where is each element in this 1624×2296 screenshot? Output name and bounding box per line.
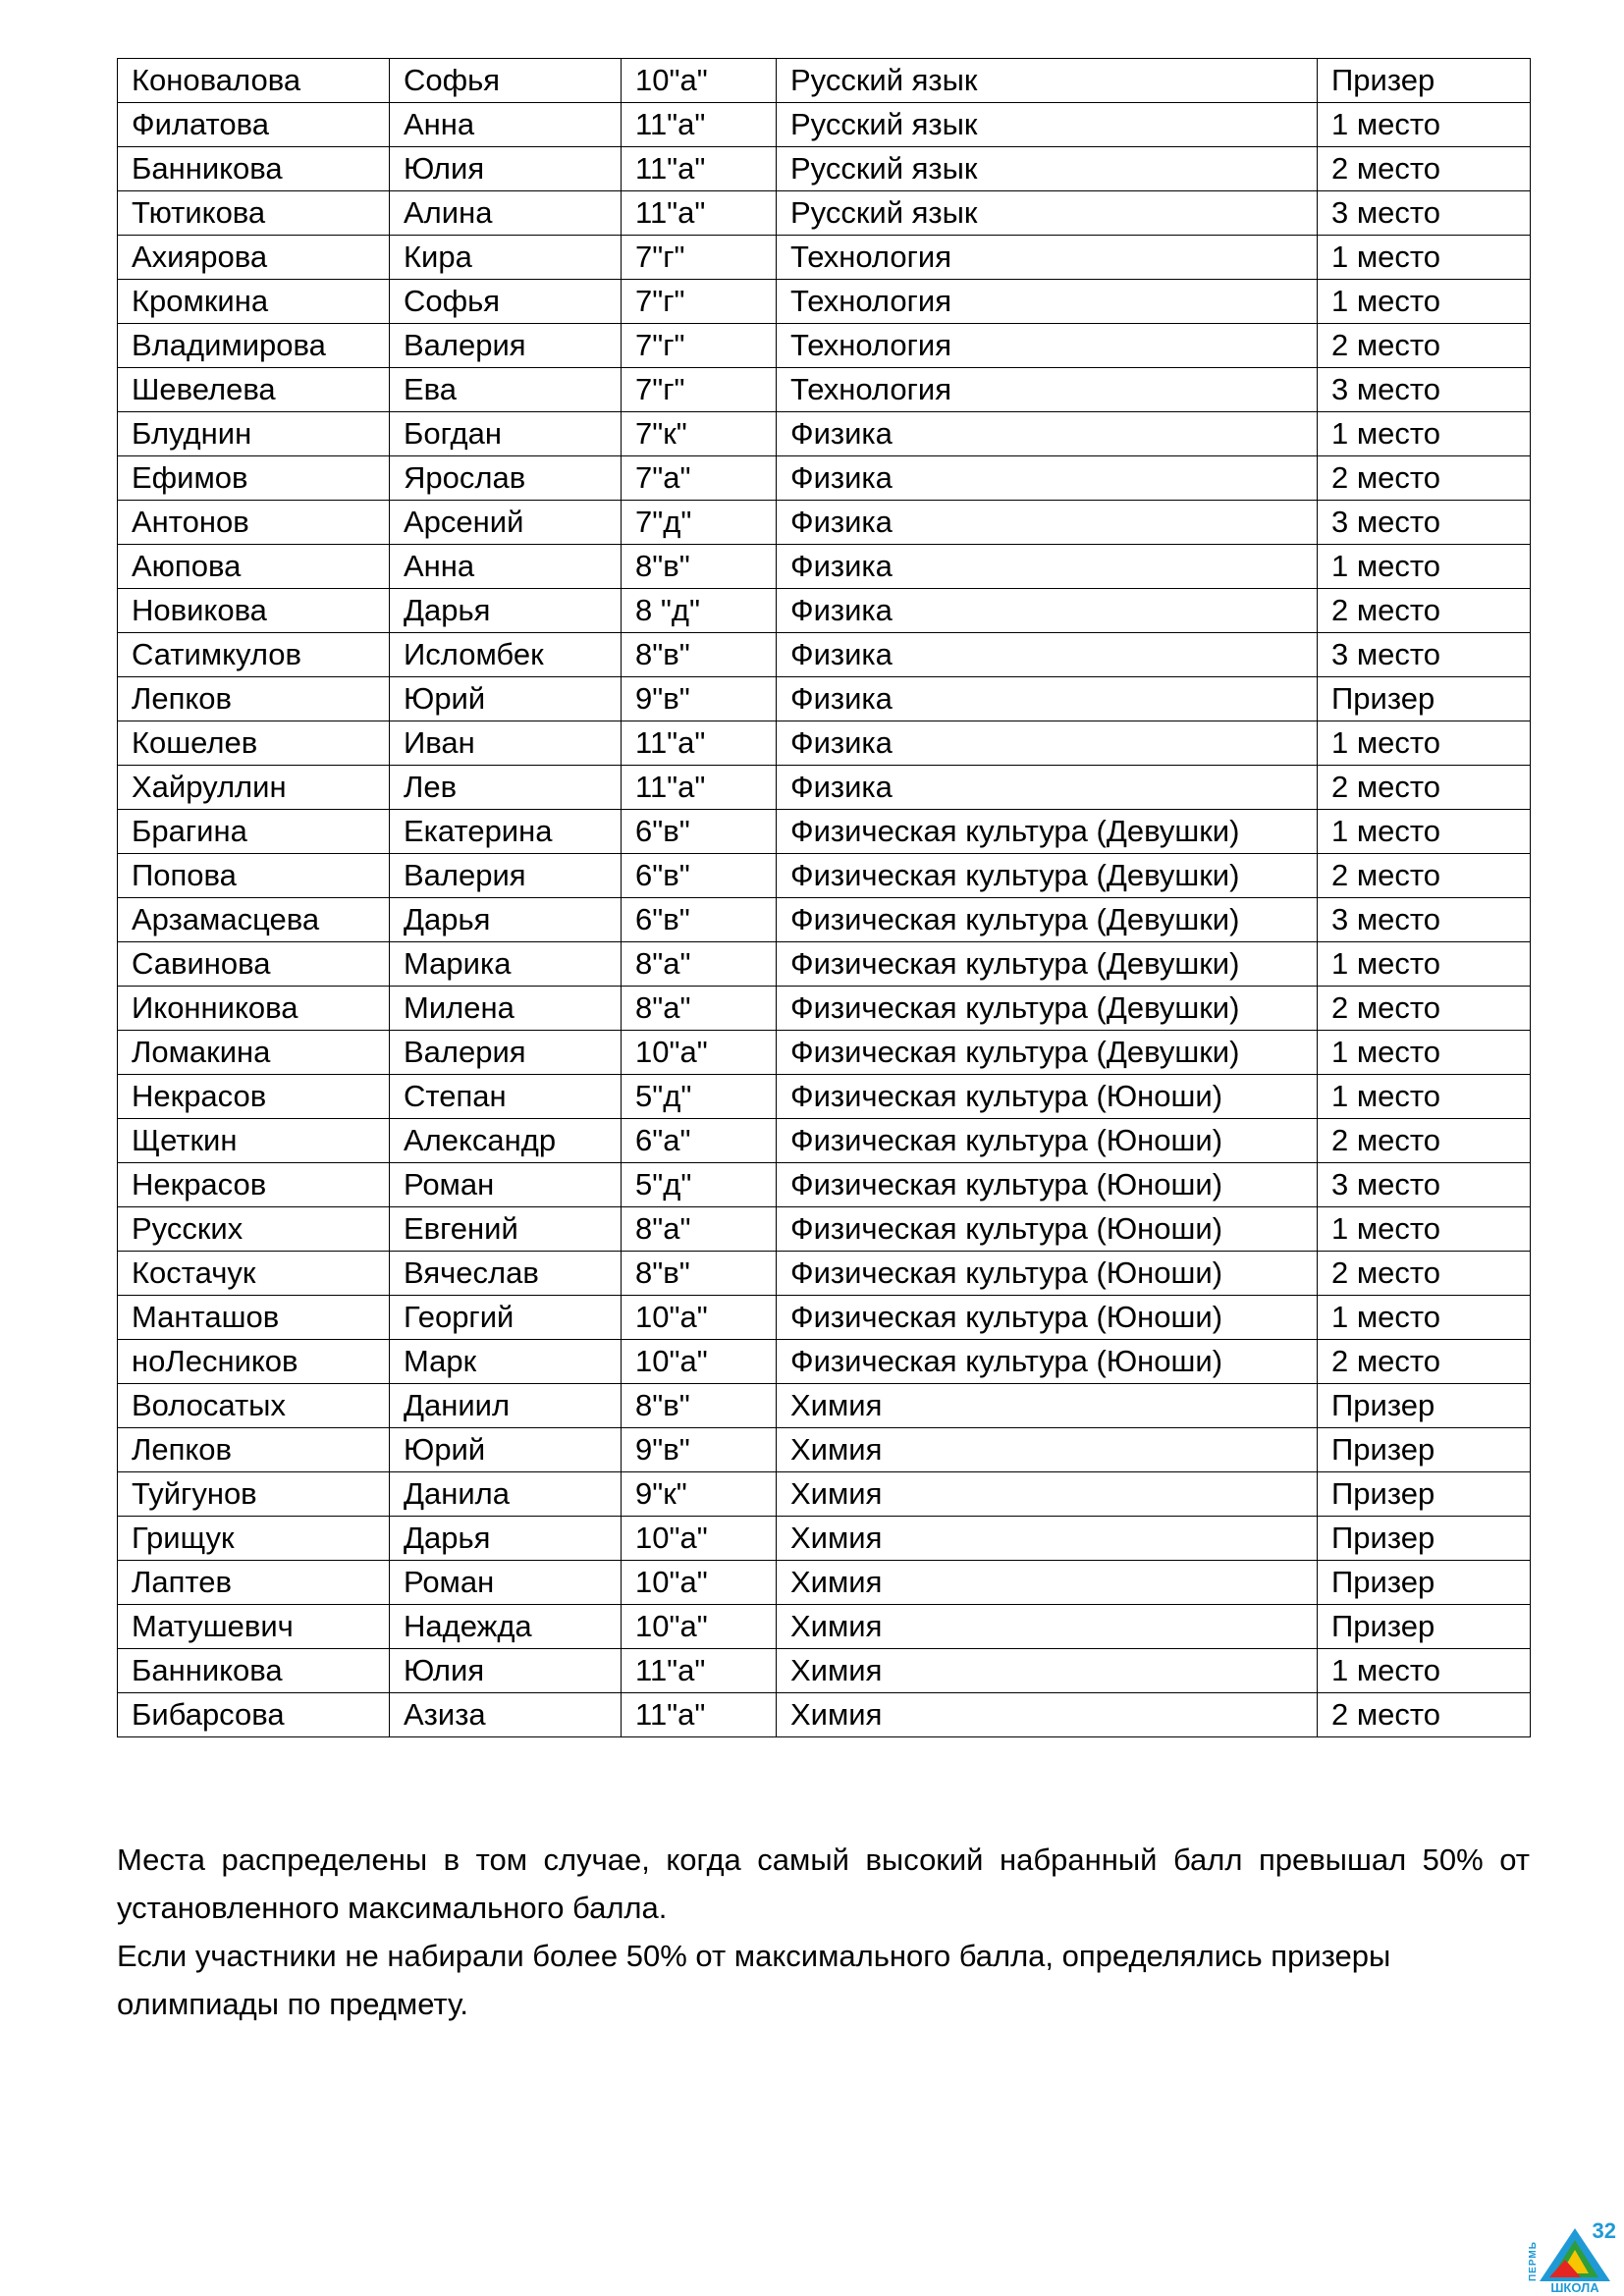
result-cell: 1 место: [1318, 1649, 1531, 1693]
result-cell: 3 место: [1318, 898, 1531, 942]
firstname-cell: Валерия: [390, 1031, 622, 1075]
surname-cell: Некрасов: [118, 1163, 390, 1207]
surname-cell: Кошелев: [118, 721, 390, 766]
surname-cell: Русских: [118, 1207, 390, 1252]
class-cell: 10"а": [622, 1517, 777, 1561]
subject-cell: Технология: [777, 324, 1318, 368]
firstname-cell: Анна: [390, 103, 622, 147]
surname-cell: Савинова: [118, 942, 390, 987]
result-cell: Призер: [1318, 1605, 1531, 1649]
class-cell: 6"в": [622, 898, 777, 942]
surname-cell: Блуднин: [118, 412, 390, 456]
class-cell: 11"а": [622, 721, 777, 766]
surname-cell: Антонов: [118, 501, 390, 545]
table-row: [118, 412, 1531, 456]
class-cell: 11"а": [622, 191, 777, 236]
result-cell: Призер: [1318, 1384, 1531, 1428]
result-cell: 3 место: [1318, 501, 1531, 545]
firstname-cell: Даниил: [390, 1384, 622, 1428]
subject-cell: Физическая культура (Юноши): [777, 1252, 1318, 1296]
class-cell: 11"а": [622, 103, 777, 147]
table-row: [118, 1163, 1531, 1207]
class-cell: 6"а": [622, 1119, 777, 1163]
firstname-cell: Роман: [390, 1163, 622, 1207]
table-row: [118, 589, 1531, 633]
subject-cell: Физическая культура (Юноши): [777, 1119, 1318, 1163]
class-cell: 8"а": [622, 1207, 777, 1252]
results-table: [117, 58, 1531, 1737]
subject-cell: Физика: [777, 766, 1318, 810]
surname-cell: Некрасов: [118, 1075, 390, 1119]
class-cell: 7"г": [622, 280, 777, 324]
class-cell: 5"д": [622, 1075, 777, 1119]
subject-cell: Физическая культура (Девушки): [777, 1031, 1318, 1075]
class-cell: 7"г": [622, 324, 777, 368]
subject-cell: Химия: [777, 1517, 1318, 1561]
firstname-cell: Ярослав: [390, 456, 622, 501]
table-row: [118, 633, 1531, 677]
subject-cell: Физическая культура (Девушки): [777, 987, 1318, 1031]
surname-cell: Манташов: [118, 1296, 390, 1340]
result-cell: 2 место: [1318, 324, 1531, 368]
table-row: [118, 810, 1531, 854]
result-cell: Призер: [1318, 1428, 1531, 1472]
logo-vertical-word: ПЕРМЬ: [1528, 2241, 1539, 2281]
firstname-cell: Милена: [390, 987, 622, 1031]
firstname-cell: Исломбек: [390, 633, 622, 677]
table-row: [118, 1340, 1531, 1384]
class-cell: 7"г": [622, 368, 777, 412]
subject-cell: Химия: [777, 1693, 1318, 1737]
table-row: [118, 191, 1531, 236]
table-row: [118, 59, 1531, 103]
surname-cell: Владимирова: [118, 324, 390, 368]
subject-cell: Физическая культура (Девушки): [777, 942, 1318, 987]
surname-cell: Лаптев: [118, 1561, 390, 1605]
subject-cell: Русский язык: [777, 103, 1318, 147]
firstname-cell: Анна: [390, 545, 622, 589]
result-cell: 2 место: [1318, 589, 1531, 633]
table-row: [118, 1561, 1531, 1605]
result-cell: 2 место: [1318, 1119, 1531, 1163]
firstname-cell: Богдан: [390, 412, 622, 456]
firstname-cell: Юлия: [390, 1649, 622, 1693]
firstname-cell: Марика: [390, 942, 622, 987]
table-row: [118, 456, 1531, 501]
class-cell: 11"а": [622, 1649, 777, 1693]
table-row: [118, 721, 1531, 766]
result-cell: 2 место: [1318, 854, 1531, 898]
firstname-cell: Юрий: [390, 1428, 622, 1472]
table-row: [118, 1252, 1531, 1296]
result-cell: 2 место: [1318, 147, 1531, 191]
table-row: [118, 545, 1531, 589]
subject-cell: Русский язык: [777, 59, 1318, 103]
class-cell: 7"д": [622, 501, 777, 545]
class-cell: 8"в": [622, 545, 777, 589]
class-cell: 7"к": [622, 412, 777, 456]
surname-cell: Костачук: [118, 1252, 390, 1296]
table-row: [118, 942, 1531, 987]
class-cell: 8"в": [622, 633, 777, 677]
subject-cell: Физическая культура (Юноши): [777, 1163, 1318, 1207]
surname-cell: Сатимкулов: [118, 633, 390, 677]
result-cell: 2 место: [1318, 1693, 1531, 1737]
surname-cell: Иконникова: [118, 987, 390, 1031]
class-cell: 8"а": [622, 942, 777, 987]
class-cell: 8 "д": [622, 589, 777, 633]
class-cell: 11"а": [622, 1693, 777, 1737]
table-row: [118, 1119, 1531, 1163]
surname-cell: Коновалова: [118, 59, 390, 103]
logo-number: 32: [1592, 2218, 1616, 2243]
class-cell: 10"а": [622, 1561, 777, 1605]
firstname-cell: Евгений: [390, 1207, 622, 1252]
firstname-cell: Ева: [390, 368, 622, 412]
subject-cell: Физика: [777, 589, 1318, 633]
result-cell: 1 место: [1318, 1075, 1531, 1119]
table-row: [118, 1031, 1531, 1075]
result-cell: Призер: [1318, 59, 1531, 103]
result-cell: 1 место: [1318, 236, 1531, 280]
table-row: [118, 987, 1531, 1031]
subject-cell: Физика: [777, 412, 1318, 456]
surname-cell: Тютикова: [118, 191, 390, 236]
result-cell: Призер: [1318, 1561, 1531, 1605]
table-row: [118, 898, 1531, 942]
subject-cell: Химия: [777, 1384, 1318, 1428]
class-cell: 6"в": [622, 854, 777, 898]
result-cell: 1 место: [1318, 942, 1531, 987]
firstname-cell: Азиза: [390, 1693, 622, 1737]
table-row: [118, 103, 1531, 147]
firstname-cell: Арсений: [390, 501, 622, 545]
firstname-cell: Валерия: [390, 324, 622, 368]
result-cell: 1 место: [1318, 1296, 1531, 1340]
result-cell: 1 место: [1318, 280, 1531, 324]
result-cell: Призер: [1318, 1517, 1531, 1561]
class-cell: 7"а": [622, 456, 777, 501]
firstname-cell: Софья: [390, 280, 622, 324]
table-row: [118, 1428, 1531, 1472]
result-cell: 2 место: [1318, 987, 1531, 1031]
surname-cell: Бибарсова: [118, 1693, 390, 1737]
note-prize-rule: Если участники не набирали более 50% от максимального балла, определялись призеры олимпиады по предмету.: [117, 1939, 1391, 2021]
result-cell: Призер: [1318, 1472, 1531, 1517]
firstname-cell: Кира: [390, 236, 622, 280]
class-cell: 6"в": [622, 810, 777, 854]
subject-cell: Физическая культура (Девушки): [777, 810, 1318, 854]
subject-cell: Химия: [777, 1472, 1318, 1517]
firstname-cell: Роман: [390, 1561, 622, 1605]
class-cell: 11"а": [622, 147, 777, 191]
subject-cell: Физика: [777, 677, 1318, 721]
result-cell: 1 место: [1318, 1207, 1531, 1252]
firstname-cell: Георгий: [390, 1296, 622, 1340]
firstname-cell: Алина: [390, 191, 622, 236]
subject-cell: Физика: [777, 633, 1318, 677]
surname-cell: Матушевич: [118, 1605, 390, 1649]
surname-cell: Попова: [118, 854, 390, 898]
class-cell: 9"к": [622, 1472, 777, 1517]
class-cell: 7"г": [622, 236, 777, 280]
result-cell: 1 место: [1318, 545, 1531, 589]
table-row: [118, 1296, 1531, 1340]
subject-cell: Физическая культура (Девушки): [777, 898, 1318, 942]
surname-cell: Щеткин: [118, 1119, 390, 1163]
subject-cell: Физическая культура (Юноши): [777, 1340, 1318, 1384]
subject-cell: Физика: [777, 456, 1318, 501]
table-row: [118, 280, 1531, 324]
subject-cell: Физика: [777, 721, 1318, 766]
firstname-cell: Дарья: [390, 898, 622, 942]
class-cell: 8"в": [622, 1252, 777, 1296]
surname-cell: Волосатых: [118, 1384, 390, 1428]
table-row: [118, 677, 1531, 721]
result-cell: Призер: [1318, 677, 1531, 721]
result-cell: 1 место: [1318, 810, 1531, 854]
surname-cell: Аюпова: [118, 545, 390, 589]
table-row: [118, 324, 1531, 368]
surname-cell: Шевелева: [118, 368, 390, 412]
firstname-cell: Марк: [390, 1340, 622, 1384]
class-cell: 10"а": [622, 1340, 777, 1384]
class-cell: 10"а": [622, 1605, 777, 1649]
firstname-cell: Александр: [390, 1119, 622, 1163]
result-cell: 3 место: [1318, 1163, 1531, 1207]
table-row: [118, 501, 1531, 545]
subject-cell: Технология: [777, 368, 1318, 412]
firstname-cell: Софья: [390, 59, 622, 103]
firstname-cell: Лев: [390, 766, 622, 810]
firstname-cell: Дарья: [390, 1517, 622, 1561]
table-row: [118, 368, 1531, 412]
surname-cell: Банникова: [118, 147, 390, 191]
subject-cell: Технология: [777, 280, 1318, 324]
table-row: [118, 1649, 1531, 1693]
class-cell: 9"в": [622, 1428, 777, 1472]
firstname-cell: Валерия: [390, 854, 622, 898]
subject-cell: Физическая культура (Девушки): [777, 854, 1318, 898]
class-cell: 8"а": [622, 987, 777, 1031]
surname-cell: Кромкина: [118, 280, 390, 324]
surname-cell: Туйгунов: [118, 1472, 390, 1517]
subject-cell: Химия: [777, 1649, 1318, 1693]
result-cell: 2 место: [1318, 1252, 1531, 1296]
surname-cell: Арзамасцева: [118, 898, 390, 942]
table-row: [118, 1075, 1531, 1119]
table-row: [118, 236, 1531, 280]
subject-cell: Химия: [777, 1561, 1318, 1605]
surname-cell: ноЛесников: [118, 1340, 390, 1384]
class-cell: 10"а": [622, 59, 777, 103]
surname-cell: Грищук: [118, 1517, 390, 1561]
surname-cell: Ахиярова: [118, 236, 390, 280]
firstname-cell: Вячеслав: [390, 1252, 622, 1296]
class-cell: 11"а": [622, 766, 777, 810]
subject-cell: Физическая культура (Юноши): [777, 1296, 1318, 1340]
subject-cell: Физическая культура (Юноши): [777, 1075, 1318, 1119]
result-cell: 1 место: [1318, 721, 1531, 766]
class-cell: 5"д": [622, 1163, 777, 1207]
firstname-cell: Данила: [390, 1472, 622, 1517]
firstname-cell: Екатерина: [390, 810, 622, 854]
surname-cell: Ефимов: [118, 456, 390, 501]
table-row: [118, 854, 1531, 898]
firstname-cell: Надежда: [390, 1605, 622, 1649]
logo-bottom-word: ШКОЛА: [1550, 2280, 1599, 2293]
firstname-cell: Степан: [390, 1075, 622, 1119]
subject-cell: Физика: [777, 545, 1318, 589]
subject-cell: Технология: [777, 236, 1318, 280]
subject-cell: Физическая культура (Юноши): [777, 1207, 1318, 1252]
surname-cell: Лепков: [118, 1428, 390, 1472]
class-cell: 8"в": [622, 1384, 777, 1428]
surname-cell: Филатова: [118, 103, 390, 147]
result-cell: 1 место: [1318, 1031, 1531, 1075]
table-row: [118, 1517, 1531, 1561]
result-cell: 1 место: [1318, 103, 1531, 147]
result-cell: 3 место: [1318, 368, 1531, 412]
firstname-cell: Юрий: [390, 677, 622, 721]
result-cell: 1 место: [1318, 412, 1531, 456]
results-table-body: [118, 59, 1531, 1737]
table-row: [118, 1693, 1531, 1737]
result-cell: 2 место: [1318, 1340, 1531, 1384]
note-places-rule: Места распределены в том случае, когда самый высокий набранный балл превышал 50% от установленного максимального балла.: [117, 1842, 1530, 1925]
surname-cell: Банникова: [118, 1649, 390, 1693]
class-cell: 9"в": [622, 677, 777, 721]
school-logo: [1520, 2216, 1622, 2293]
result-cell: 3 место: [1318, 191, 1531, 236]
subject-cell: Физика: [777, 501, 1318, 545]
firstname-cell: Иван: [390, 721, 622, 766]
class-cell: 10"а": [622, 1296, 777, 1340]
table-row: [118, 147, 1531, 191]
result-cell: 2 место: [1318, 456, 1531, 501]
surname-cell: Ломакина: [118, 1031, 390, 1075]
subject-cell: Химия: [777, 1605, 1318, 1649]
class-cell: 10"а": [622, 1031, 777, 1075]
surname-cell: Хайруллин: [118, 766, 390, 810]
result-cell: 2 место: [1318, 766, 1531, 810]
subject-cell: Русский язык: [777, 191, 1318, 236]
subject-cell: Химия: [777, 1428, 1318, 1472]
result-cell: 3 место: [1318, 633, 1531, 677]
subject-cell: Русский язык: [777, 147, 1318, 191]
table-row: [118, 1384, 1531, 1428]
table-row: [118, 1605, 1531, 1649]
table-row: [118, 766, 1531, 810]
firstname-cell: Дарья: [390, 589, 622, 633]
table-row: [118, 1472, 1531, 1517]
surname-cell: Новикова: [118, 589, 390, 633]
firstname-cell: Юлия: [390, 147, 622, 191]
surname-cell: Брагина: [118, 810, 390, 854]
table-row: [118, 1207, 1531, 1252]
surname-cell: Лепков: [118, 677, 390, 721]
